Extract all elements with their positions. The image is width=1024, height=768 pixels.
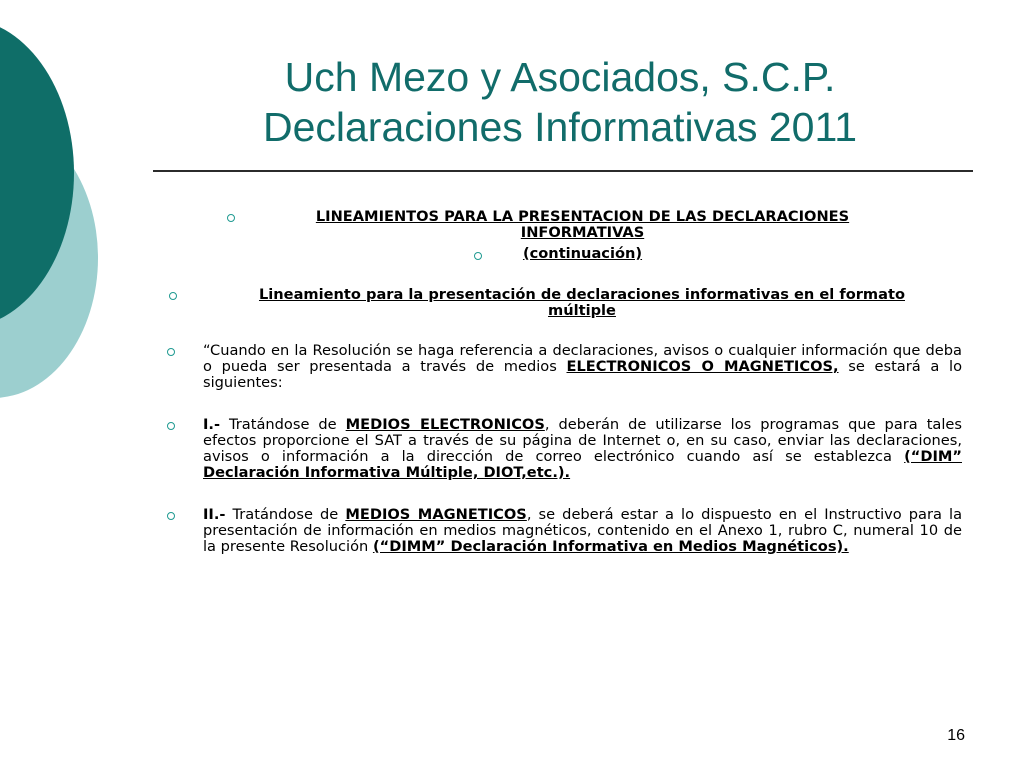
electronic-media-paragraph: [203, 417, 962, 481]
electronic-reference: (“DIM” Declaración Informativa Múltiple, DIOT,etc.).: [203, 448, 962, 481]
intro-emphasis: ELECTRONICOS O MAGNETICOS,: [566, 358, 839, 375]
magnetic-media-paragraph: [203, 507, 962, 555]
circle-bullet-icon: [474, 252, 482, 260]
intro-paragraph: [203, 343, 962, 391]
circle-bullet-icon: [227, 214, 235, 222]
slide-title: [150, 52, 970, 152]
section-heading: [255, 209, 910, 241]
page-number: 16: [947, 727, 965, 744]
title-divider: [153, 170, 973, 172]
circle-bullet-icon: [167, 348, 175, 356]
subheading-line-1: Lineamiento para la presentación de declaraciones informativas en el formato: [258, 286, 905, 303]
intro-text-1: “Cuando en la Resolución se haga referencia a declaraciones, avisos o cualquier información que deba o pueda ser presentada a través de medios: [203, 342, 962, 375]
intro-text-2: se estará a lo siguientes:: [203, 358, 962, 391]
title-line-1: Uch Mezo y Asociados, S.C.P.: [284, 54, 836, 100]
section-heading-line-2: INFORMATIVAS: [520, 224, 645, 241]
magnetic-reference: (“DIMM” Declaración Informativa en Medios Magnéticos).: [372, 538, 849, 555]
electronic-text-2: , deberán de utilizarse los programas que para tales efectos proporcione el SAT a través de su página de Internet o, en su caso, enviar las declaraciones, avisos o información a la dirección de correo electrónico cuando así se establezca: [203, 416, 962, 465]
magnetic-text-2: , se deberá estar a lo dispuesto en el Instructivo para la presentación de información en medios magnéticos, contenido en el Anexo 1, rubro C, numeral 10 de la presente Resolución: [203, 506, 963, 555]
electronic-text-1: Tratándose de: [220, 416, 346, 433]
electronic-emphasis: MEDIOS ELECTRONICOS: [345, 416, 545, 433]
circle-bullet-icon: [169, 292, 177, 300]
section-heading-line-1: LINEAMIENTOS PARA LA PRESENTACION DE LAS DECLARACIONES: [315, 208, 850, 225]
magnetic-text-1: Tratándose de: [225, 506, 346, 523]
circle-bullet-icon: [167, 512, 175, 520]
title-line-2: Declaraciones Informativas 2011: [262, 104, 858, 150]
circle-bullet-icon: [167, 422, 175, 430]
electronic-label: I.-: [203, 416, 221, 433]
subheading-line-2: múltiple: [548, 302, 616, 319]
magnetic-emphasis: MEDIOS MAGNETICOS: [345, 506, 527, 523]
subheading: [196, 287, 968, 319]
magnetic-label: II.-: [203, 506, 226, 523]
continuation-label: (continuación): [522, 245, 643, 262]
